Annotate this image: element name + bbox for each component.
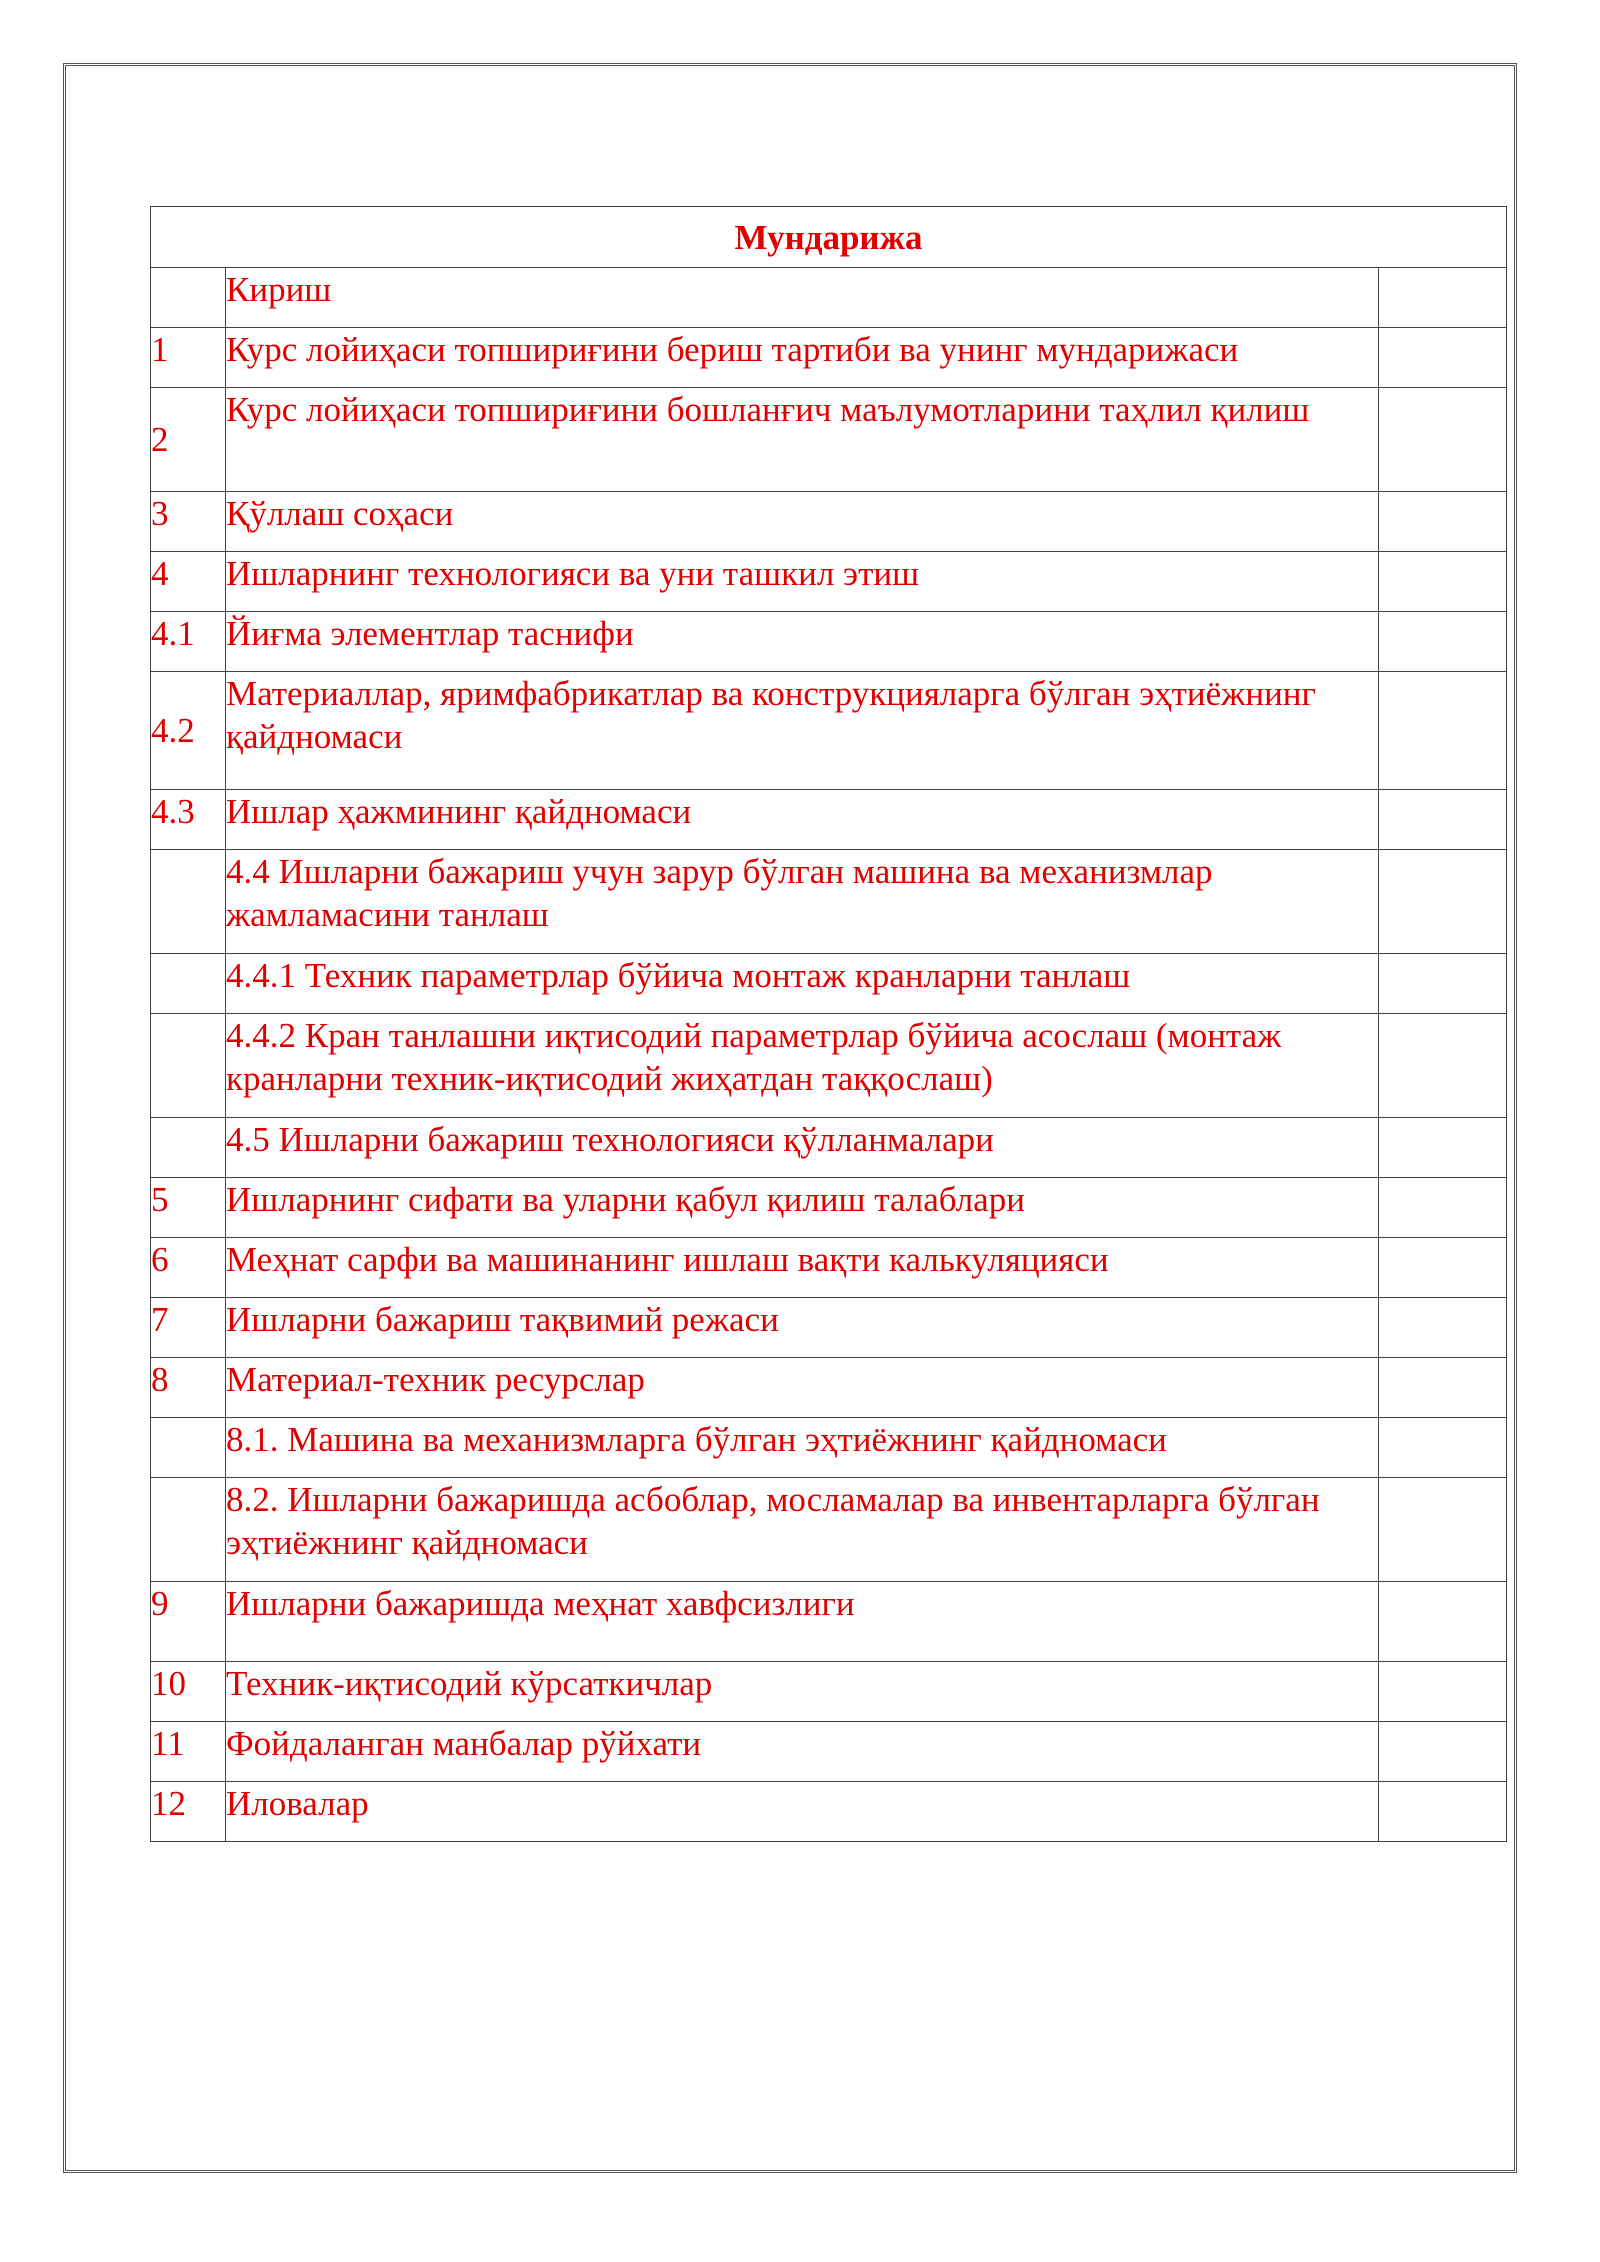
toc-row	[151, 1722, 1507, 1782]
toc-row	[151, 1178, 1507, 1238]
toc-row-page	[1379, 1238, 1507, 1298]
toc-row-number: 6	[151, 1238, 226, 1298]
toc-row	[151, 1782, 1507, 1842]
toc-row-page	[1379, 1358, 1507, 1418]
toc-row-number: 2	[151, 388, 226, 492]
toc-row-number	[151, 1118, 226, 1178]
toc-row-number: 12	[151, 1782, 226, 1842]
toc-row-title: Фойдаланган манбалар рўйхати	[226, 1722, 1379, 1782]
toc-row-number: 4.2	[151, 672, 226, 790]
toc-row	[151, 1014, 1507, 1118]
toc-row-page	[1379, 1178, 1507, 1238]
toc-row	[151, 268, 1507, 328]
toc-row-number	[151, 268, 226, 328]
toc-row-page	[1379, 492, 1507, 552]
table-of-contents	[150, 206, 1507, 1842]
toc-row	[151, 328, 1507, 388]
toc-row	[151, 1298, 1507, 1358]
toc-row-title: 4.4.1 Техник параметрлар бўйича монтаж кранларни танлаш	[226, 954, 1379, 1014]
toc-row-title: Ишларни бажариш тақвимий режаси	[226, 1298, 1379, 1358]
toc-row-page	[1379, 552, 1507, 612]
toc-row-number	[151, 954, 226, 1014]
toc-row-title: 4.4 Ишларни бажариш учун зарур бўлган машина ва механизмлар жамламасини танлаш	[226, 850, 1379, 954]
toc-row-page	[1379, 790, 1507, 850]
toc-row	[151, 1582, 1507, 1662]
toc-row-number: 4.3	[151, 790, 226, 850]
toc-row-title: Ишларни бажаришда меҳнат хавфсизлиги	[226, 1582, 1379, 1662]
toc-row-page	[1379, 612, 1507, 672]
toc-row-number: 9	[151, 1582, 226, 1662]
toc-row	[151, 1118, 1507, 1178]
toc-row	[151, 790, 1507, 850]
toc-row-page	[1379, 1478, 1507, 1582]
toc-row-title: Кириш	[226, 268, 1379, 328]
toc-row-title: Меҳнат сарфи ва машинанинг ишлаш вақти калькуляцияси	[226, 1238, 1379, 1298]
toc-row-title: Материал-техник ресурслар	[226, 1358, 1379, 1418]
toc-row-number: 8	[151, 1358, 226, 1418]
toc-row	[151, 954, 1507, 1014]
toc-row-number	[151, 1478, 226, 1582]
toc-row	[151, 850, 1507, 954]
toc-row-title: Ишларнинг сифати ва уларни қабул қилиш талаблари	[226, 1178, 1379, 1238]
toc-row	[151, 1478, 1507, 1582]
toc-row-page	[1379, 672, 1507, 790]
toc-row-number: 1	[151, 328, 226, 388]
toc-row-title: 4.4.2 Кран танлашни иқтисодий параметрлар бўйича асослаш (монтаж кранларни техник-иқтисодий жиҳатдан таққослаш)	[226, 1014, 1379, 1118]
toc-heading: Мундарижа	[151, 207, 1507, 268]
toc-row	[151, 388, 1507, 492]
toc-row-number	[151, 1418, 226, 1478]
toc-row-number: 7	[151, 1298, 226, 1358]
toc-row-title: Техник-иқтисодий кўрсаткичлар	[226, 1662, 1379, 1722]
toc-row-title: 4.5 Ишларни бажариш технологияси қўлланмалари	[226, 1118, 1379, 1178]
toc-row	[151, 612, 1507, 672]
toc-row-page	[1379, 1662, 1507, 1722]
toc-row	[151, 1662, 1507, 1722]
toc-row-title: Ишларнинг технологияси ва уни ташкил этиш	[226, 552, 1379, 612]
toc-row-number: 10	[151, 1662, 226, 1722]
toc-row-page	[1379, 328, 1507, 388]
toc-row-page	[1379, 1298, 1507, 1358]
toc-row-number	[151, 1014, 226, 1118]
toc-row-number: 4	[151, 552, 226, 612]
toc-row-title: 8.1. Машина ва механизмларга бўлган эҳтиёжнинг қайдномаси	[226, 1418, 1379, 1478]
toc-row	[151, 492, 1507, 552]
toc-row-number: 4.1	[151, 612, 226, 672]
toc-row-title: Қўллаш соҳаси	[226, 492, 1379, 552]
toc-row-number	[151, 850, 226, 954]
toc-row-page	[1379, 850, 1507, 954]
toc-row	[151, 1358, 1507, 1418]
toc-row	[151, 1418, 1507, 1478]
toc-row-number: 3	[151, 492, 226, 552]
toc-row	[151, 672, 1507, 790]
toc-row-page	[1379, 1582, 1507, 1662]
toc-row-number: 11	[151, 1722, 226, 1782]
toc-row-page	[1379, 1014, 1507, 1118]
toc-header-row	[151, 207, 1507, 268]
toc-row-title: Материаллар, яримфабрикатлар ва конструкцияларга бўлган эҳтиёжнинг қайдномаси	[226, 672, 1379, 790]
toc-row-page	[1379, 1418, 1507, 1478]
toc-row	[151, 552, 1507, 612]
toc-row-title: Йиғма элементлар таснифи	[226, 612, 1379, 672]
toc-row-page	[1379, 1782, 1507, 1842]
toc-row-page	[1379, 1722, 1507, 1782]
toc-row-title: 8.2. Ишларни бажаришда асбоблар, мосламалар ва инвентарларга бўлган эҳтиёжнинг қайдномаси	[226, 1478, 1379, 1582]
toc-row-title: Курс лойиҳаси топшириғини бериш тартиби ва унинг мундарижаси	[226, 328, 1379, 388]
toc-row-page	[1379, 388, 1507, 492]
toc-row-page	[1379, 268, 1507, 328]
toc-body	[151, 268, 1507, 1842]
toc-row	[151, 1238, 1507, 1298]
toc-row-title: Ишлар ҳажмининг қайдномаси	[226, 790, 1379, 850]
toc-row-title: Курс лойиҳаси топшириғини бошланғич маълумотларини таҳлил қилиш	[226, 388, 1379, 492]
toc-row-title: Иловалар	[226, 1782, 1379, 1842]
toc-row-page	[1379, 1118, 1507, 1178]
toc-row-number: 5	[151, 1178, 226, 1238]
toc-row-page	[1379, 954, 1507, 1014]
